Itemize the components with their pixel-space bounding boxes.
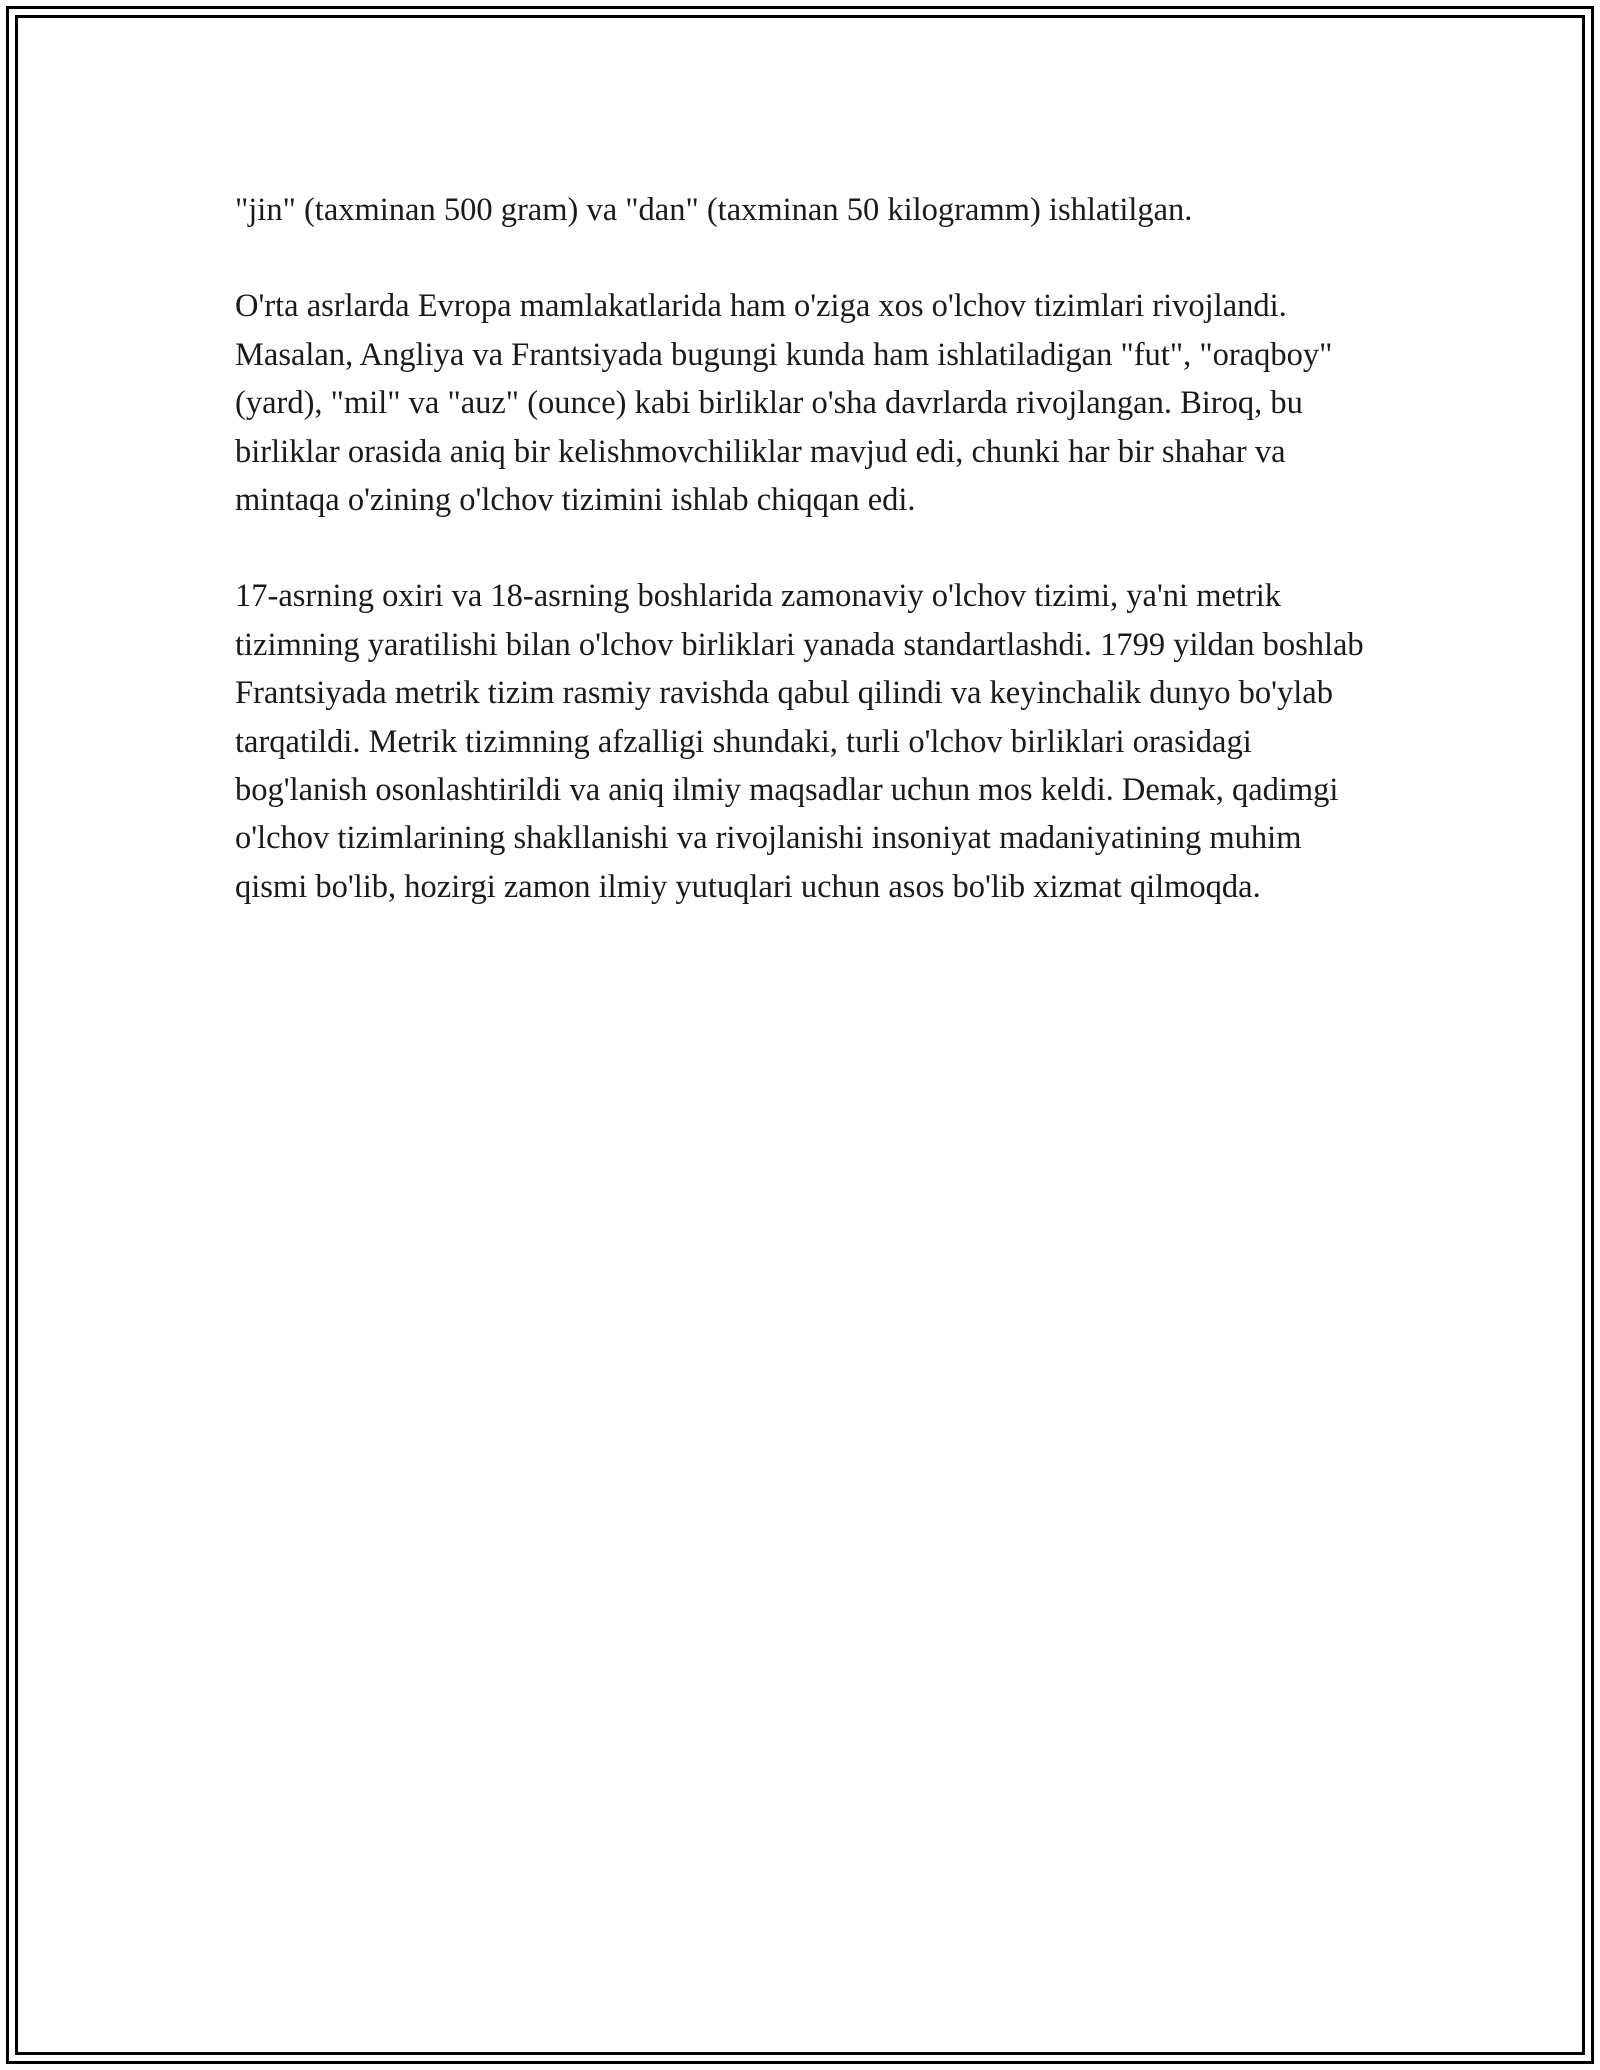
paragraph-1: "jin" (taxminan 500 gram) va "dan" (taxminan 50 kilogramm) ishlatilgan. <box>235 192 1193 228</box>
paragraph-3: 17-asrning oxiri va 18-asrning boshlarida zamonaviy o'lchov tizimi, ya'ni metrik tizimning yaratilishi bilan o'lchov birliklari yanada standartlashdi. 1799 yildan boshlab Frantsiyada metrik tizim rasmiy ravishda qabul qilindi va keyinchalik dunyo bo'ylab tarqatildi. Metrik tizimning afzalligi shundaki, turli o'lchov birliklari orasidagi bog'lanish osonlashtirildi va aniq ilmiy maqsadlar uchun mos keldi. Demak, qadimgi o'lchov tizimlarining shakllanishi va rivojlanishi insoniyat madaniyatining muhim qismi bo'lib, hozirgi zamon ilmiy yutuqlari uchun asos bo'lib xizmat qilmoqda. <box>235 578 1364 905</box>
document-body <box>235 186 1375 911</box>
paragraph-2: O'rta asrlarda Evropa mamlakatlarida ham o'ziga xos o'lchov tizimlari rivojlandi. Masalan, Angliya va Frantsiyada bugungi kunda ham ishlatiladigan "fut", "oraqboy" (yard), "mil" va "auz" (ounce) kabi birliklar o'sha davrlarda rivojlangan. Biroq, bu birliklar orasida aniq bir kelishmovchiliklar mavjud edi, chunki har bir shahar va mintaqa o'zining o'lchov tizimini ishlab chiqqan edi. <box>235 288 1333 519</box>
